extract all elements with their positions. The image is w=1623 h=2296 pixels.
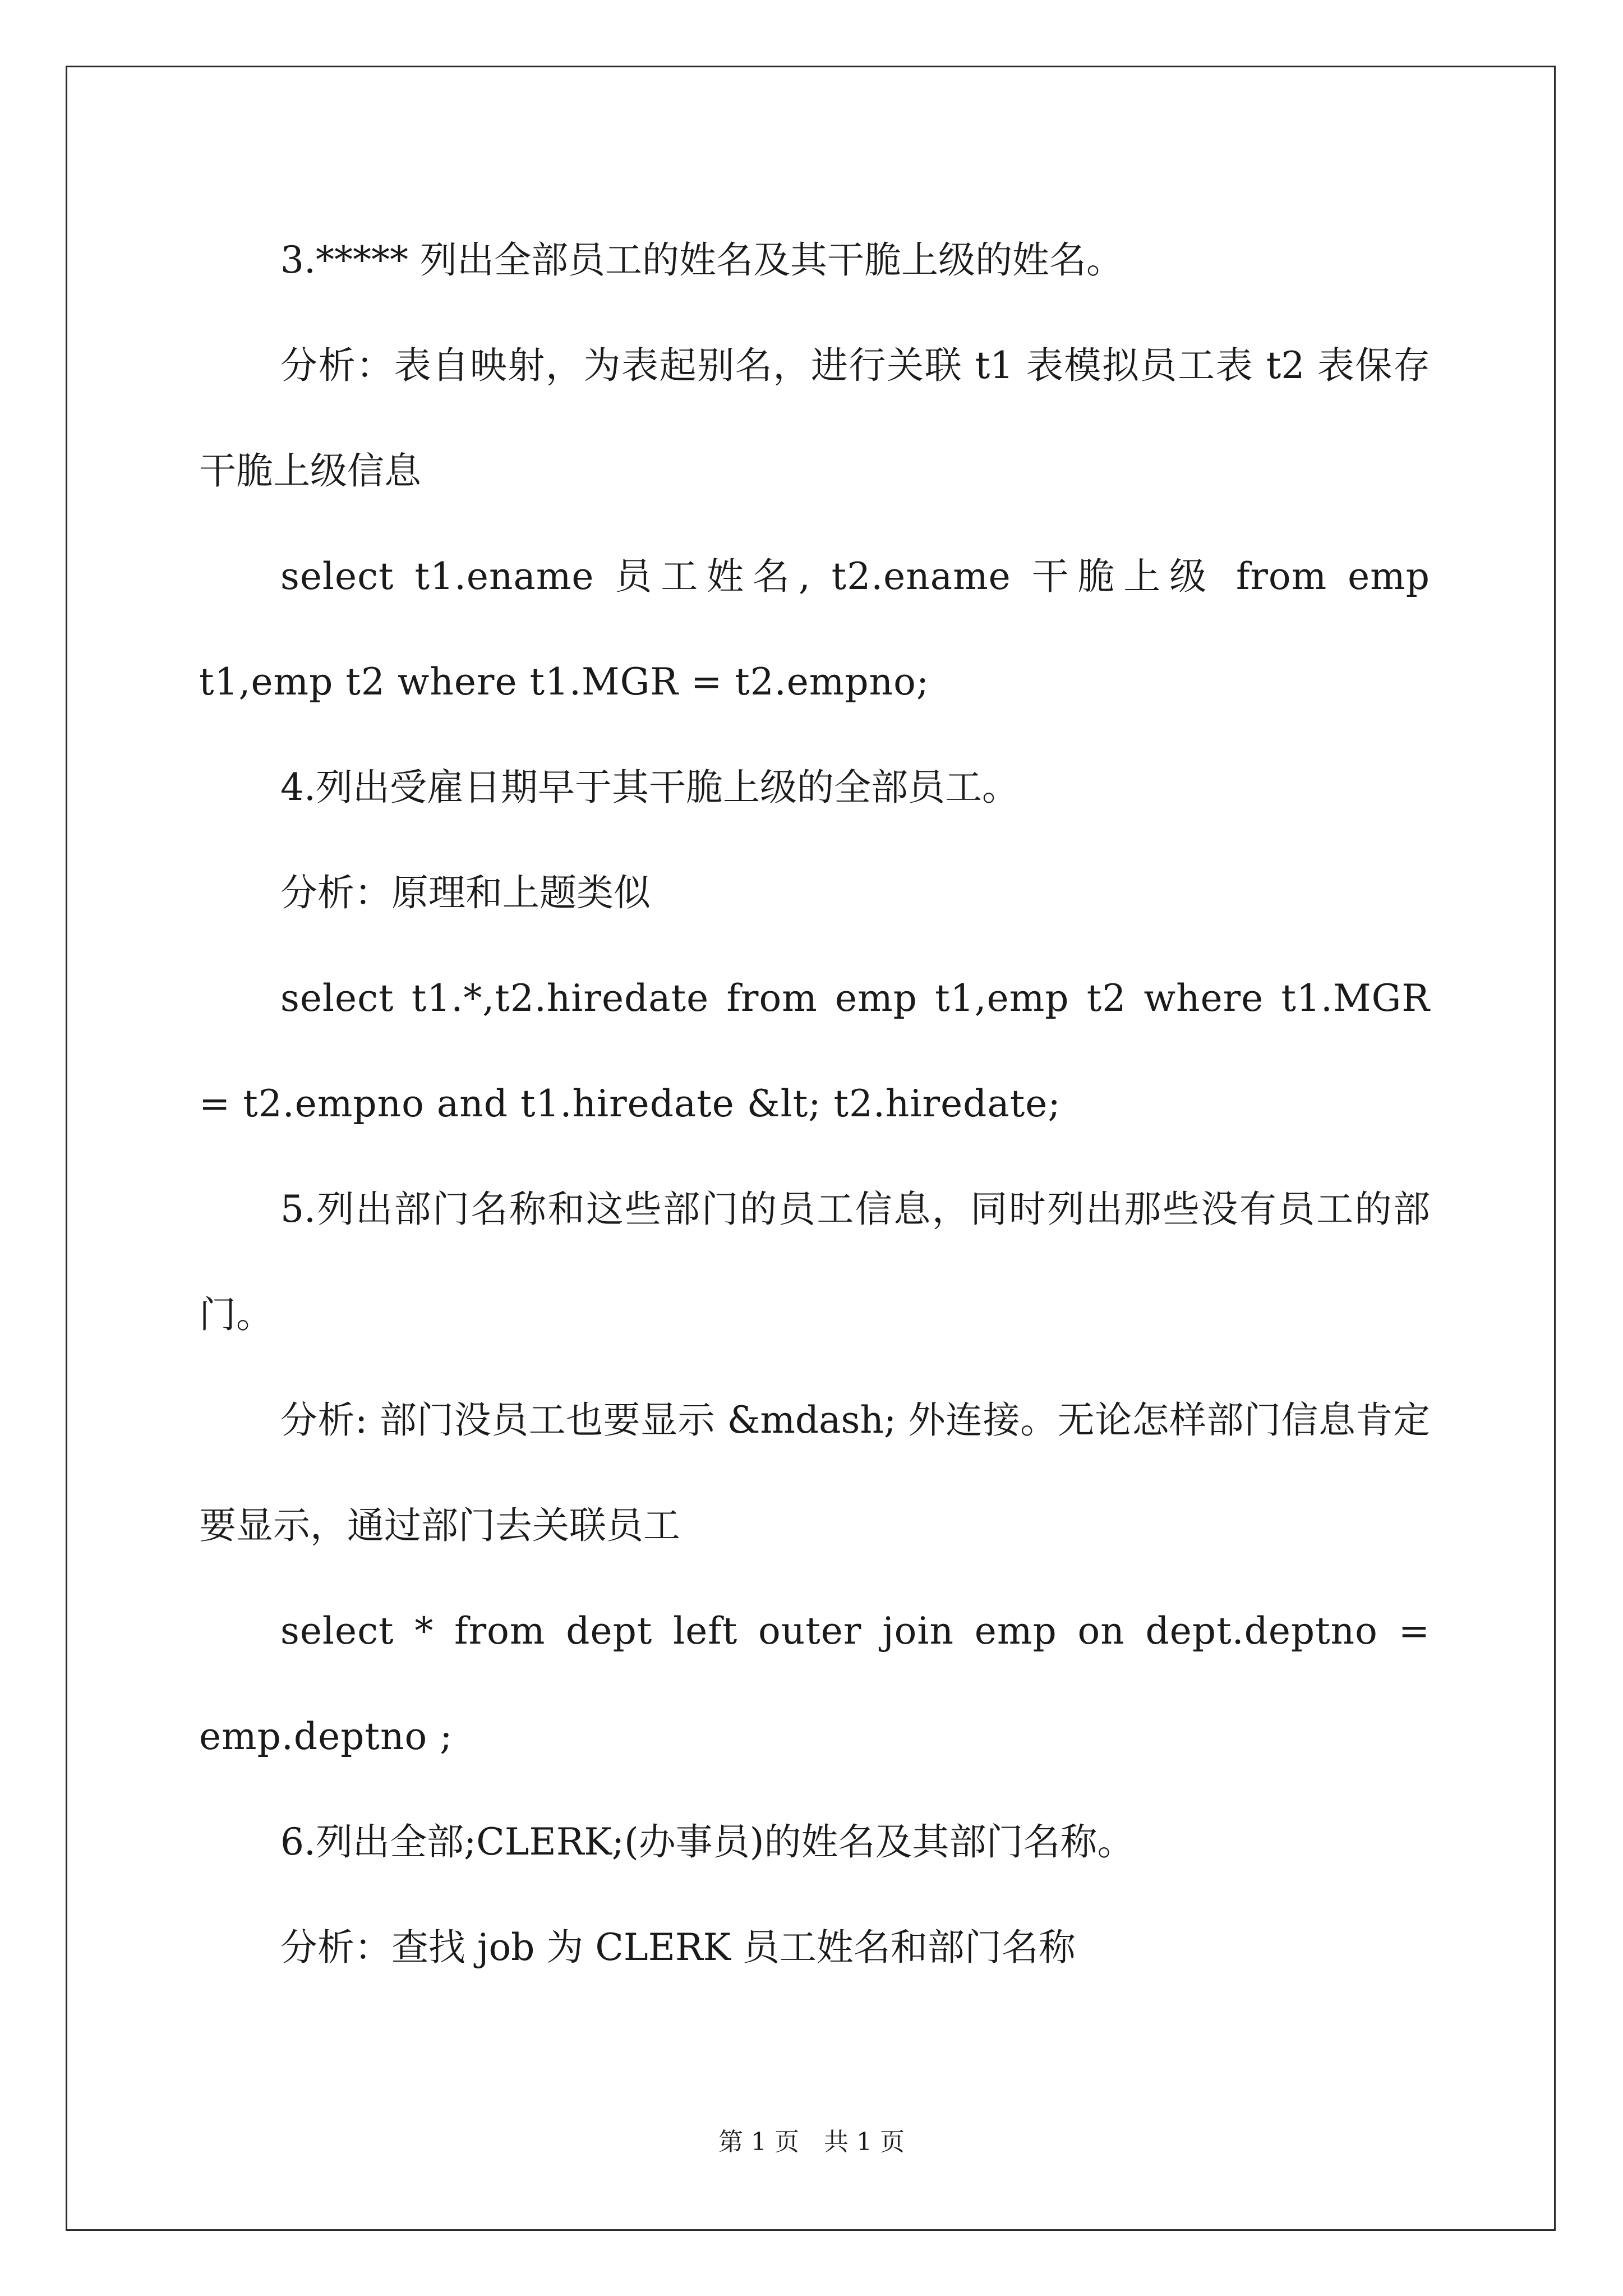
paragraph-item-4-heading: 4.列出受雇日期早于其干脆上级的全部员工。 — [280, 766, 1019, 809]
paragraph-sql-4: select t1.*,t2.hiredate from emp t1,emp t2 where t1.MGR = t2.empno and t1.hiredate &lt; t2.hiredate; — [199, 977, 1430, 1125]
page-number-footer: 第 1 页 共 1 页 — [718, 2128, 905, 2156]
paragraph-analysis-4: 分析：原理和上题类似 — [280, 871, 651, 914]
paragraph-item-3-heading: 3.***** 列出全部员工的姓名及其干脆上级的姓名。 — [280, 238, 1123, 282]
paragraph-sql-3: select t1.ename 员工姓名, t2.ename 干脆上级 from emp t1,emp t2 where t1.MGR = t2.empno; — [199, 555, 1430, 703]
paragraph-item-5-heading: 5.列出部门名称和这些部门的员工信息，同时列出那些没有员工的部门。 — [199, 1188, 1430, 1336]
paragraph-sql-5: select * from dept left outer join emp on dept.deptno = emp.deptno ; — [199, 1609, 1430, 1758]
paragraph-analysis-3: 分析：表自映射，为表起别名，进行关联 t1 表模拟员工表 t2 表保存干脆上级信息 — [199, 344, 1430, 493]
paragraph-analysis-5: 分析: 部门没员工也要显示 &mdash; 外连接。无论怎样部门信息肯定要显示，通过部门去关联员工 — [199, 1398, 1430, 1547]
document-body — [199, 208, 1430, 2000]
paragraph-analysis-6: 分析：查找 job 为 CLERK 员工姓名和部门名称 — [280, 1926, 1076, 1969]
paragraph-item-6-heading: 6.列出全部;CLERK;(办事员)的姓名及其部门名称。 — [280, 1820, 1135, 1864]
